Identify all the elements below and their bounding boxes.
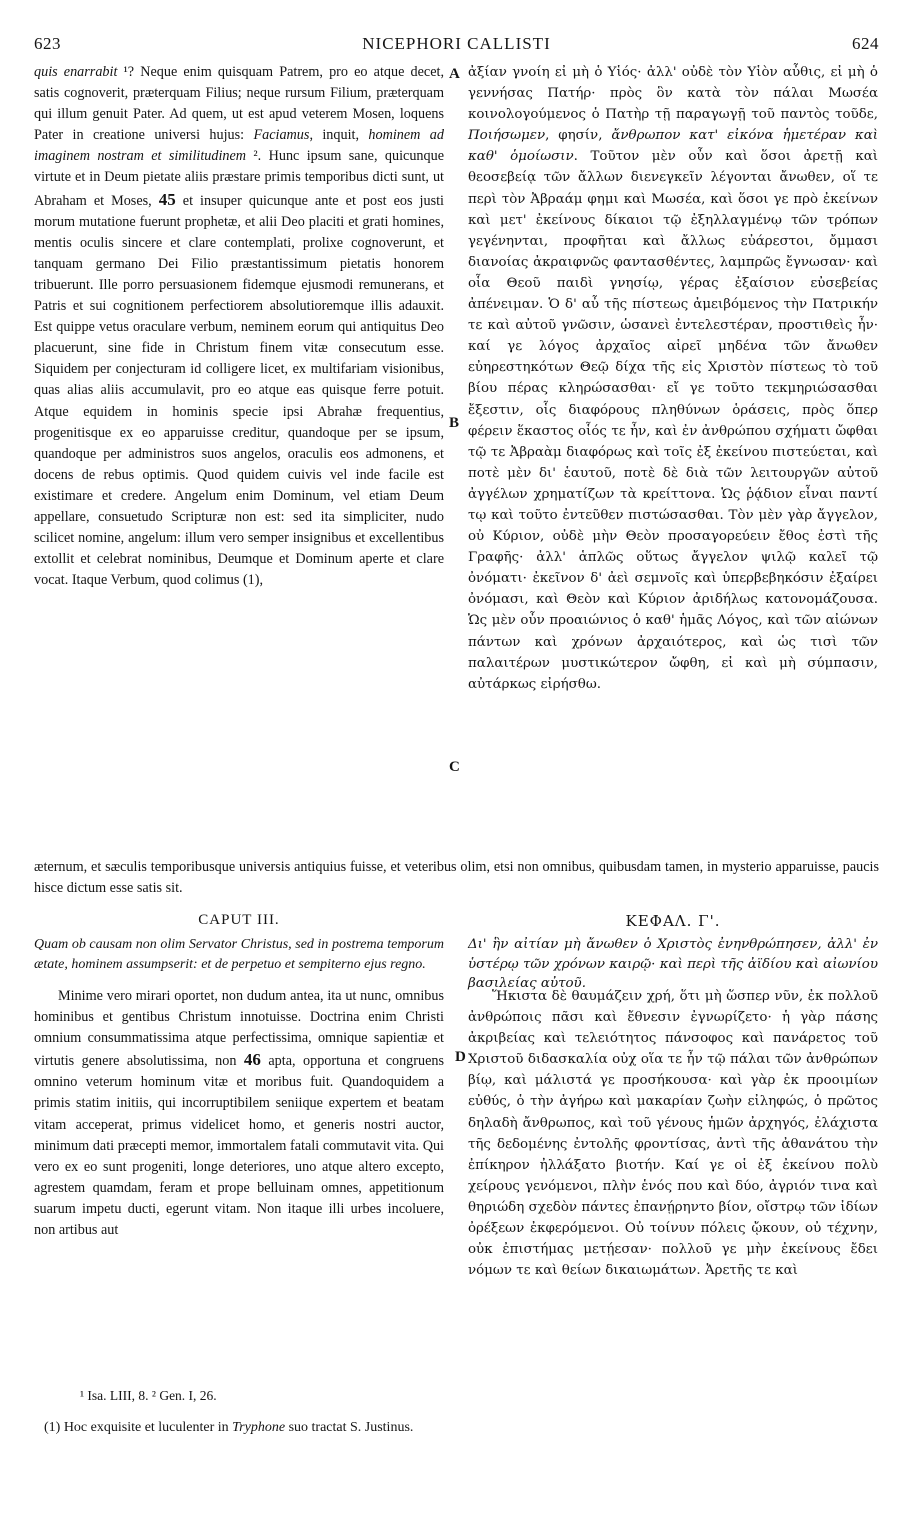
- greek-text: , φησίν,: [545, 128, 612, 144]
- latin-italic: hominem ad imaginem nostram et similitudinem: [34, 127, 444, 165]
- column-number-45: 45: [158, 189, 176, 209]
- column-number-46: 46: [243, 1050, 261, 1070]
- chapter-heading-latin: CAPUT III.: [198, 912, 280, 928]
- chapter-summary-greek: Δι' ἣν αἰτίαν μὴ ἄνωθεν ὁ Χριστὸς ἐνηνθρώπησεν, ἀλλ' ἐν ὑστέρῳ τῶν χρόνων καιρῷ· καὶ περὶ τῆς ἀϊδίου καὶ αἰωνίου βασιλείας αὐτοῦ.: [468, 937, 878, 991]
- latin-column-bottom: [34, 986, 444, 1241]
- footnote-work-title: Tryphone: [232, 1420, 286, 1435]
- page-number-right: 624: [852, 34, 879, 53]
- running-head: [34, 34, 879, 56]
- margin-letter-c: C: [449, 759, 460, 775]
- margin-letter-a: A: [449, 66, 460, 82]
- running-title: NICEPHORI CALLISTI: [362, 34, 551, 53]
- latin-text: Minime vero mirari oportet, non dudum antea, ita ut nunc, omnibus hominibus et gentibus Christum innotuisse. Doctrina enim Christi omnium consummatissima atque perfectissima, omnique sapientiæ et virtutis genere absolutissima, non: [34, 988, 444, 1070]
- latin-italic: quis enarrabit: [34, 64, 118, 80]
- greek-italic: Ποιήσωμεν: [468, 128, 546, 144]
- footnote-text: suo tractat S. Justinus.: [285, 1420, 414, 1435]
- latin-text: , inquit,: [309, 127, 369, 144]
- latin-text: ¹? Neque enim quisquam Patrem, pro eo atque decet, satis cognoverit, præterquam Filius; neque rursum Filium, præterquam qui illum genuit Pater. Ad quem, ut est apud veterem Mosen, loquens Pater in creatione universi hujus:: [34, 64, 444, 144]
- latin-text: apta, opportuna et congruens omnino veterum hominum vitæ et moribus fuit. Quandoquidem a primis statim initiis, qui incorruptibilem seniique expertem et beatam vitam acceperat, primus videlicet homo, et generis nostri auctor, minimum dati præcepti memor, immortalem fatali commutavit vita. Qui vero ex eo sunt progeniti, longe deteriores, uno atque altero excepto, agrestem quamdam, feram et prope belluinam omnes, appetitionum suarum impetu ducti, egerunt vitam. Non itaque illi urbes incoluere, non artibus aut: [34, 1053, 445, 1239]
- page-number-left: 623: [34, 34, 61, 53]
- footnote: [44, 1420, 744, 1436]
- spanning-latin-line: æternum, et sæculis temporibusque universis antiquius fuisse, et veteribus olim, etsi non omnibus, quibusdam tamen, in mysterio apparuisse, paucis hisce dictum esse satis sit.: [34, 859, 879, 897]
- chapter-heading-greek: ΚΕΦΑΛ. Γ'.: [625, 912, 721, 930]
- greek-paragraph-bottom: Ἥκιστα δὲ θαυμάζειν χρή, ὅτι μὴ ὥσπερ νῦν, ἐκ πολλοῦ ἀνθρώποις πᾶσι καὶ ἔθνεσιν ἐγνωρίζετο· ἡ γὰρ πάσης ἀκριβείας καὶ τελειότητος πάνσοφος καὶ πανάρετος τοῦ Χριστοῦ διδασκαλία οὐχ οἵα τε ἦν τῷ πάλαι τῶν ἀνθρώπων βίῳ, καὶ μάλιστά γε προσήκουσα· καὶ γὰρ ἐκ προοιμίων εὐθύς, ὁ τὴν ἀγήρω καὶ μακαρίαν ζωὴν εἰληφώς, ὁ πρῶτος δηλαδὴ ἄνθρωπος, καὶ τοῦ γένους ἡμῶν ἀρχηγός, ἐλάχιστα τῆς δεδομένης ἐντολῆς φροντίσας, ἀντὶ τῆς ἀθανάτου τὴν ἐπίκηρον ἠλλάξατο βιοτήν. Καί γε οἱ ἐξ ἐκείνου πολὺ χείρους γενόμενοι, πλὴν ἑνός που καὶ δύο, ἀγριόν τινα καὶ θηριώδη σχεδὸν πάντες ἐπανῄρηντο βίον, οἴστρῳ τῶν ἰδίων ὀρέξεων ἐκφερόμενοι. Οὐ τοίνυν πόλεις ᾤκουν, οὐ τέχνην, οὐκ ἐπιστήμας μετῄεσαν· πολλοῦ γε μὴν ἐκείνους ἔδει νόμων τε καὶ θείων δικαιωμάτων. Ἀρετῆς τε καὶ: [468, 989, 878, 1279]
- greek-italic: ἄνθρωπον κατ' εἰκόνα ἡμετέραν καὶ καθ' ὁμοίωσιν: [468, 128, 878, 165]
- greek-text: ἀξίαν γνοίη εἰ μὴ ὁ Υἱός· ἀλλ' οὐδὲ τὸν Υἱὸν αὖθις, εἰ μὴ ὁ γεννήσας Πατήρ· πρὸς ὃν κατὰ τὸν πάλαι Μωσέα κοινολογούμενος ὁ Πατὴρ τῇ παραγωγῇ τοῦ παντὸς τοῦδε,: [468, 65, 878, 123]
- latin-text: et insuper quicunque ante et post eos justi morum mutatione fuerunt prophetæ, et alii Deo placiti et grati homines, mentis oculis sincere et clare contemplati, prolixe cognoverunt, et tanquam germano Dei Filio præstantissimum pietatis honorem tribuerunt. Ille porro persuasionem fidemque ejusmodi remunerans, et Patris et sui cognitionem perfectiorem absolutioremque illis adauxit. Est quippe vetus oraculare verbum, neminem eorum qui antiquitus Deo placuerunt, sine fide in Christum finem vitæ consecutum esse. Siquidem per conjecturam id colligere licet, ex multifariam visionibus, quas alias aliis accumulavit, pro eo atque eas quisque ferre potuit. Atque equidem in hominis specie ipsi Abrahæ frequentius, progenitisque ex eo apparuisse creditur, quandoque per se ipsum, quandoque per administros suos angelos, oraculis eos admonens, et docens de rebus optimis. Quod quidem cuivis vel inde facile est existimare et credere. Angelum enim Dominum, vel etiam Deum appellare, consuetudo Scripturæ non est: sed ita simpliciter, nudo scilicet nomine, angelum: illum vero semper insignibus et excellentibus extollit et celebrat nominibus, Deumque et Dominum aperte et clare vocat. Itaque Verbum, quod colimus (1),: [34, 192, 444, 589]
- greek-column-bottom: [468, 986, 878, 1281]
- latin-italic: Faciamus: [253, 127, 310, 144]
- greek-text: . Τοῦτον μὲν οὖν καὶ ὅσοι ἀρετῇ καὶ θεοσεβείᾳ τῶν ἄλλων διενεγκεῖν λέγονται ἄνωθεν, οἵ τε περὶ τὸν Ἀβραάμ φημι καὶ Μωσέα, καὶ ὅσοι γε πρὸ ἐκείνων καὶ μετ' ἐκείνους δίκαιοι τῷ ἐξηλλαγμένῳ τῶν τρόπων γεγένηνται, προφῆται καὶ ἄλλως εὐάρεστοι, ὄμμασι διανοίας ἀκραιφνῶς φαντασθέντες, λαμπρῶς ἔγνωσαν· καὶ οἷα Θεοῦ παιδὶ γνησίῳ, γέρας ἐξαίσιον εὐσεβείας ἀπένειμαν. Ὁ δ' αὖ τῆς πίστεως ἀμειβόμενος τὴν Πατρικήν τε καὶ αὐτοῦ γνῶσιν, ὡσανεὶ ἐντελεστέραν, προστιθεὶς ἦν· καί γε λόγος ἀρχαῖος αἱρεῖ μηδένα τῶν ἄνωθεν εὐηρεστηκότων Θεῷ δίχα τῆς εἰς Χριστὸν πίστεως τὸ τοῦ βίου πέρας κληρώσασθαι· εἴ γε τοῦτο τεκμηριώσασθαι ἔξεστιν, οἷς διαφόρους πληθύνων ὁράσεις, πρὸς ὅπερ φέρειν ἕκαστος οἷός τε ἦν, καὶ ἐν ἀνθρώπου σχήματι ὤφθαι τῷ τε Ἀβραὰμ διαφόρως καὶ τοῖς ἐξ ἐκείνου πιστεύεται, καὶ ποτὲ μὲν δι' ἑαυτοῦ, ποτὲ δὲ διὰ τῶν λειτουργῶν αὐτοῦ ἀγγέλων χρηματίζων τὰ κρείττονα. Ὡς ῥᾴδιον εἶναι παντί τῳ καὶ τοῦτο ἐντεῦθεν πιστώσασθαι. Τὸν μὲν γὰρ ἄγγελον, οὐ Κύριον, οὐδὲ μὴν Θεὸν προσαγορεύειν ἔθος ἐστὶ τῆς Γραφῆς· ἀλλ' ἁπλῶς οὕτως ἄγγελον ψιλῷ καλεῖ τῷ ὀνόματι· ἐκεῖνον δ' ἀεὶ σεμνοῖς καὶ ὑπερβεβηκόσιν ἐξαίρει ὀνόμασι, καὶ Θεὸν καὶ Κύριον ἀριδήλως κατονομάζουσα. Ὡς μὲν οὖν προαιώνιος ὁ καθ' ἡμᾶς Λόγος, καὶ τῶν αἰώνων πάντων καὶ χρόνων ἀρχαιότερος, καὶ ὡς τισὶ τῶν παλαιτέρων μυστικώτερον ὤφθη, εἰ καὶ μὴ σύμπασιν, αὐτάρκως εἰρήσθω.: [468, 149, 878, 692]
- greek-paragraph-top: [468, 62, 878, 695]
- chapter-summary-latin: Quam ob causam non olim Servator Christus, sed in postrema temporum ætate, hominem assumpserit: et de perpetuo et sempiterno ejus regno.: [34, 937, 444, 972]
- margin-letter-b: B: [449, 415, 460, 431]
- latin-paragraph-bottom: [34, 986, 444, 1241]
- latin-paragraph-top: [34, 62, 444, 591]
- footnote-text: (1) Hoc exquisite et luculenter in: [44, 1420, 233, 1435]
- latin-column-top: [34, 62, 444, 591]
- scripture-references: ¹ Isa. LIII, 8. ² Gen. I, 26.: [80, 1388, 217, 1403]
- latin-text: ². Hunc ipsum sane, quicunque virtute et in Deum pietate aliis præstare primis temporibus dicti sunt, ut Abraham et Moses,: [34, 148, 444, 209]
- greek-column-top: [468, 62, 878, 695]
- margin-letter-d: D: [455, 1049, 466, 1065]
